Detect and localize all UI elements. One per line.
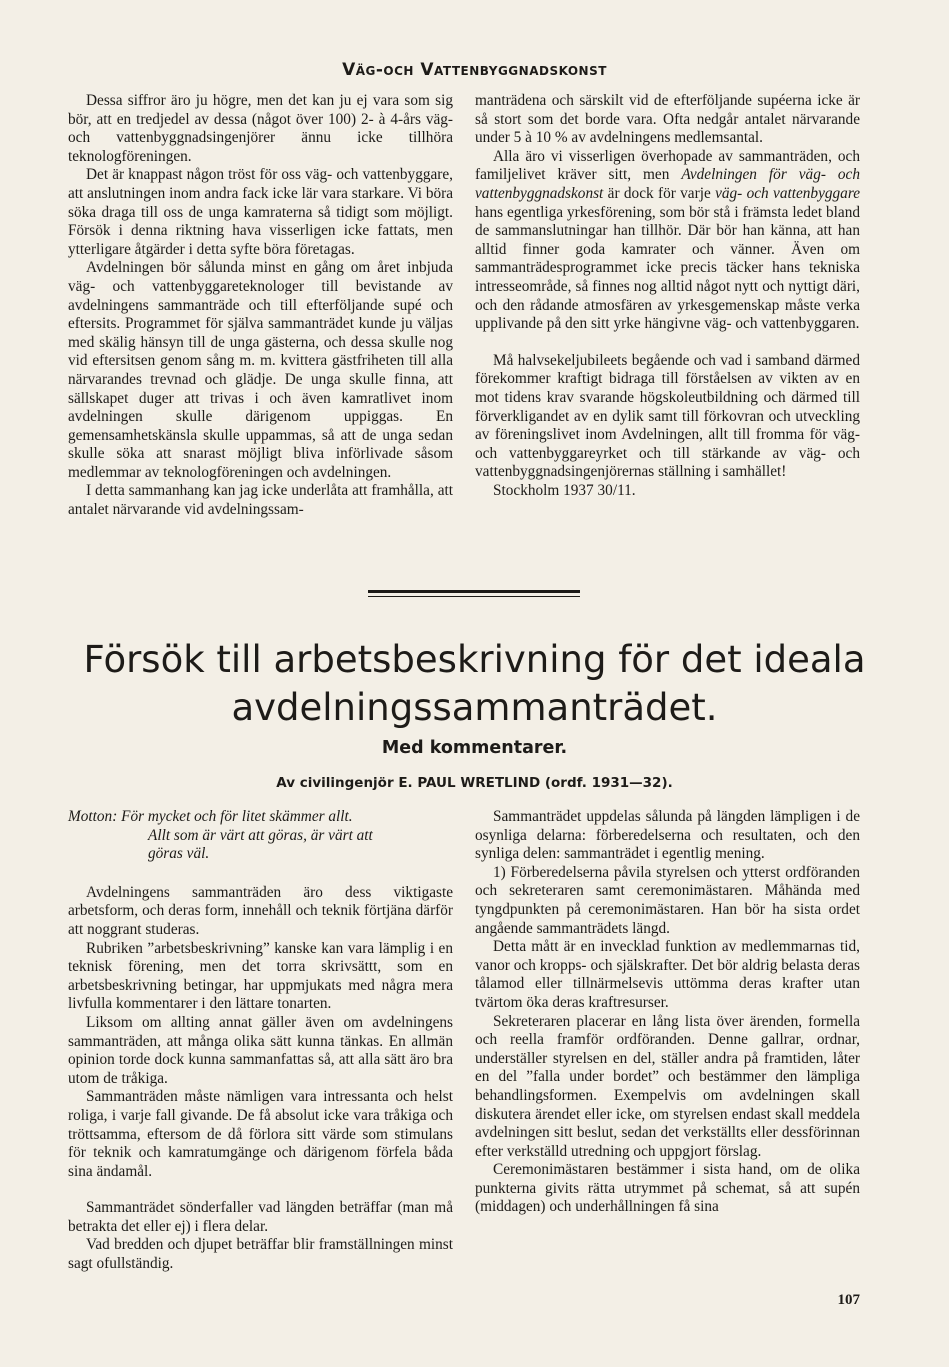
paragraph: Ceremonimästaren bestämmer i sista hand, om de olika punkterna givits rätta utrymmet på schemat, så att supén (middagen) och underhållningen få sina (475, 1161, 860, 1216)
motto-line: Motton: För mycket och för litet skämmer allt. (68, 808, 353, 825)
paragraph: Detta mått är en invecklad funktion av medlemmarnas tid, vanor och kropps- och själskrafter. Det bör aldrig belasta deras tålamod eller tillnärmelsevis uttömma deras krafter utan tvärtom öka deras kraftresurser. (475, 938, 860, 1011)
bottom-right-column (475, 808, 860, 1217)
motto-line: Allt som är värt att göras, är värt att (148, 826, 373, 844)
motto (68, 808, 453, 864)
top-right-column (475, 92, 860, 500)
running-head: Väg-och Vattenbyggnadskonst (342, 60, 607, 80)
text: Alla äro vi visserligen överhopade av sammanträden, och familjelivet kräver sitt, men (475, 147, 860, 184)
paragraph: Liksom om allting annat gäller även om avdelningens sammanträden, att många olika sätt kunna tänkas. En allmän opinion torde dock kunna sammanfattas så, att alla sätt äro bra utom de tråkiga. (68, 1013, 453, 1087)
article-subtitle: Med kommentarer. (381, 738, 568, 758)
paragraph: manträdena och särskilt vid de efterföljande supéerna icke är så stort som det borde vara. Ofta nedgår antalet närvarande under 5 à 10 % av avdelningens medlemsantal. (475, 92, 860, 147)
paragraph: 1) Förberedelserna påvila styrelsen och ytterst ordföranden och sekreteraren samt ceremonimästaren. Måhända med tyngdpunkten på ceremonimästaren. Han bör ha sista ordet angående sammanträdets längd. (475, 863, 860, 937)
paragraph: Avdelningen bör sålunda minst en gång om året inbjuda väg- och vattenbyggareteknologer till bevistande av avdelningens sammanträde och till efterföljande supé och eftersits. Programmet för själva sammanträdet kunde ju väljas med skälig hänsyn till de unga gästerna, och dessa skulle nog vid eftersitsen genom sång m. m. kvittera gästfriheten till alla närvarandes trevnad och glädje. De unga skulle finna, att sällskapet duger att trivas i och även kamratlivet inom avdelningen skulle därigenom uppiggas. En gemensamhetskänsla skulle uppammas, så att de unga sedan skulle söka att snarast möjligt bliva införlivade såsom medlemmar av teknologföreningen och avdelningen. (68, 259, 453, 481)
paragraph: Sekreteraren placerar en lång lista över ärenden, formella och reella framför ordföranden. Denne gallrar, ordnar, underställer styrelsen en del, ställer andra på framtiden, låter en del ”falla under bordet” och bestämmer den lämpliga behandlingsformen. Exempelvis om avdelningen skall diskutera ärendet eller icke, om styrelsen endast skall meddela avdelningen sitt beslut, sedan det verkställts eller dessförinnan efter verkställd utredning och uppgjort förslag. (475, 1012, 860, 1160)
italic-text: väg- och vattenbyggare (715, 184, 860, 202)
paragraph: Sammanträden måste nämligen vara intressanta och helst roliga, i varje fall givande. De få absolut icke vara tråkiga och tröttsamma, eftersom de då förlora sitt värde som stimulans för teknik och kamratumgänge och därigenom förfela båda sina ändamål. (68, 1088, 453, 1180)
paragraph: Rubriken ”arbetsbeskrivning” kanske kan vara lämplig i en teknisk förening, men det torra skrivsättt, som en arbetsbeskrivning betingar, har uppmjukats med några mera livfulla kommentarer i den lättare tonarten. (68, 939, 453, 1013)
dateline: Stockholm 1937 30/11. (493, 481, 636, 499)
article-byline: Av civilingenjör E. PAUL WRETLIND (ordf. 1931—32). (276, 775, 673, 791)
text: är dock för varje (603, 184, 716, 202)
top-left-column (68, 92, 453, 520)
paragraph: Sammanträdet sönderfaller vad längden beträffar (man må betrakta det eller ej) i flera delar. (68, 1199, 453, 1235)
italic-text: Avdelningen för väg- och vattenbyggnadskonst (475, 166, 861, 202)
paragraph (475, 148, 860, 334)
bottom-left-column (68, 808, 453, 1274)
paragraph: Sammanträdet uppdelas sålunda på längden lämpligen i de osynliga delarna: förberedelserna och resultaten, och den synliga delen: sammanträdet i egentlig mening. (475, 808, 860, 863)
divider-rule-thin (368, 596, 580, 597)
paragraph: Vad bredden och djupet beträffar blir framställningen minst sagt ofullständig. (68, 1236, 453, 1273)
motto-line: göras väl. (148, 845, 210, 863)
text: hans egentliga yrkesförening, som bör stå i främsta ledet bland de sammanslutningar han tillhör. Där bör han känna, att han alltid finner goda kamrater och vänner. Även om sammanträdesprogrammet icke precis täcker hans tekniska intresseområde, så finnes nog alltid något nytt och nyttigt däri, och den rådande atmosfären av yrkesgemenskap måste verka upplivande på den sitt yrke hängivne väg- och vattenbyggaren. (475, 203, 860, 333)
page-number: 107 (837, 1292, 860, 1308)
paragraph: Det är knappast någon tröst för oss väg- och vattenbyggare, att anslutningen inom andra fack icke lär vara starkare. Vi böra söka draga till oss de unga kamraterna så tidigt som möjligt. Försök i denna riktning hava visserligen icke fattats, men ytterligare åtgärder i detta syfte böra företagas. (68, 166, 453, 258)
paragraph: I detta sammanhang kan jag icke underlåta att framhålla, att antalet närvarande vid avdelningssam- (68, 482, 453, 519)
paragraph: Må halvsekeljubileets begående och vad i samband därmed förekommer kraftigt bidraga till förståelsen av vikten av en mot tidens krav svarande högskoleutbildning och därmed till förverkligandet av en dylik samt till förkovran och utveckling av föreningslivet inom Avdelningen, allt till fromma för väg- och vattenbyggareyrket och till stärkande av väg- och vattenbyggnadsingenjörernas ställning i samhället! (475, 351, 860, 481)
paragraph: Dessa siffror äro ju högre, men det kan ju ej vara som sig bör, att en tredjedel av dessa (något över 100) 2- à 4-års väg- och vattenbyggnadsingenjörer ännu icke tillhöra teknologföreningen. (68, 92, 453, 165)
divider-rule (368, 590, 580, 593)
paragraph: Avdelningens sammanträden äro dess viktigaste arbetsform, och deras form, innehåll och teknik förtjäna därför att noggrant studeras. (68, 883, 453, 938)
article-title: Försök till arbetsbeskrivning för det ideala avdelningssammanträdet. (83, 638, 866, 729)
